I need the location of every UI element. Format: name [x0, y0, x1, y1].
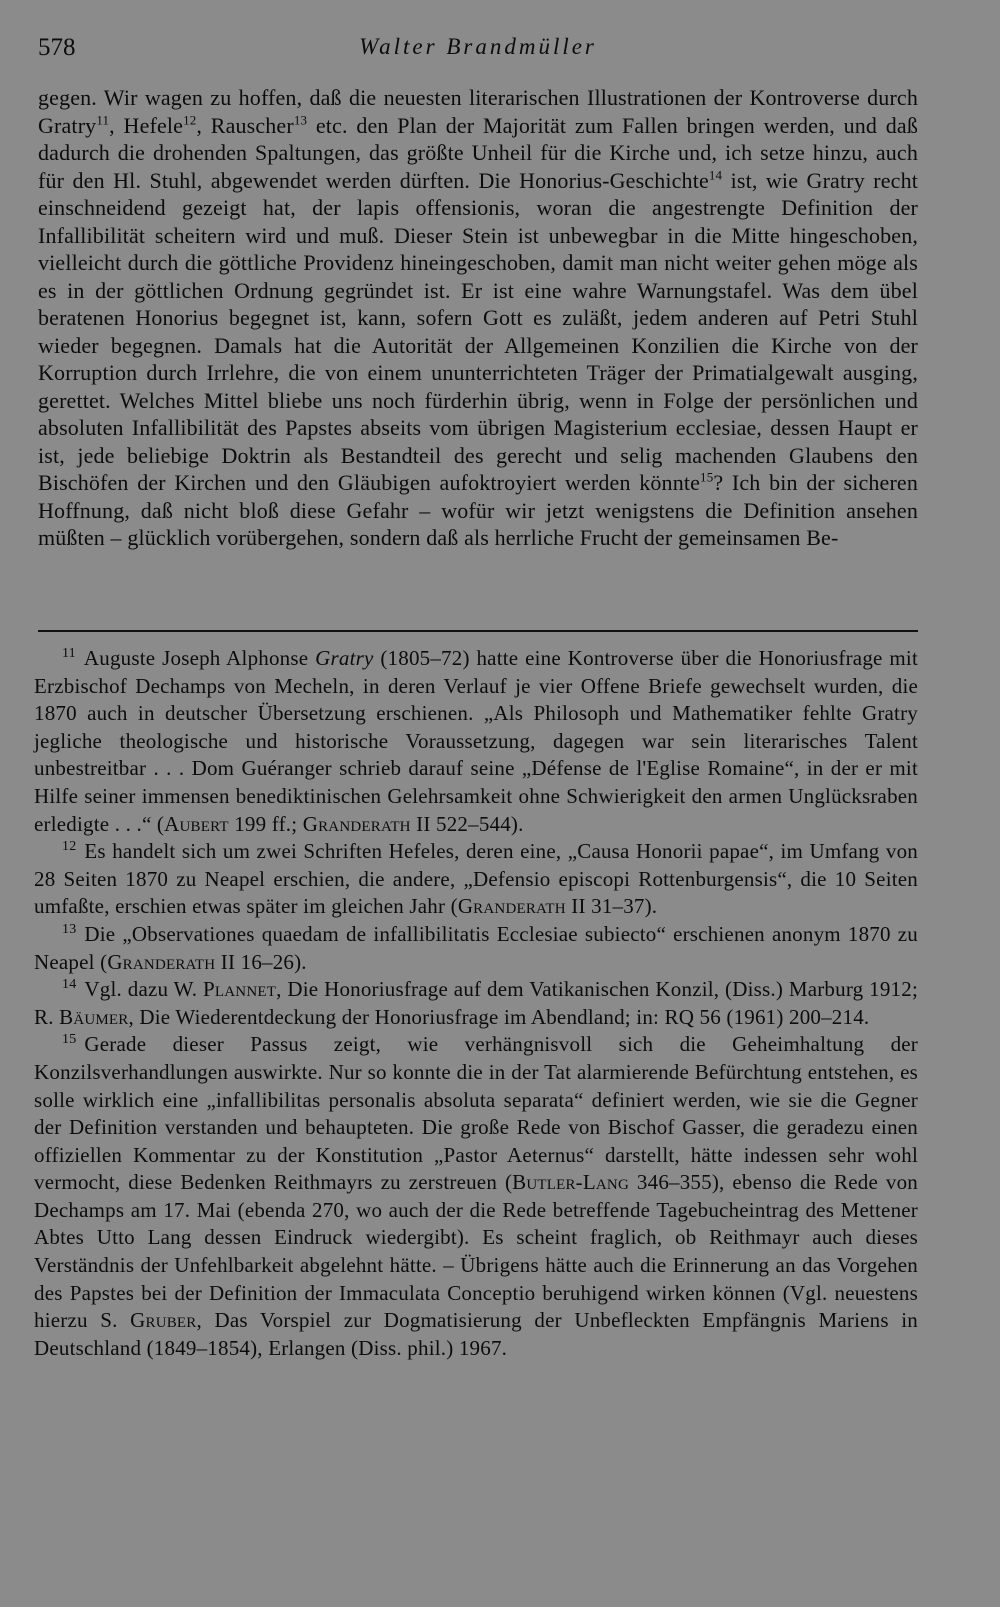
footnote-text: , Die Honoriusfrage auf dem Vatikanischen Konzil, (Diss.) Marburg 1912; R. — [34, 977, 918, 1029]
footnote-name: Gratry — [315, 646, 374, 670]
main-text — [38, 84, 918, 552]
footnote-ref: 13 — [293, 112, 308, 128]
author-name: Butler-Lang — [512, 1170, 629, 1195]
running-head: Walter Brandmüller — [359, 34, 597, 59]
footnote-text: II 31–37). — [565, 894, 658, 919]
footnote-text: Vgl. dazu W. — [84, 977, 204, 1002]
footnote-text: Auguste Joseph Alphonse — [83, 646, 316, 670]
text-segment: gegen. Wir wagen zu hoffen, daß die neuesten literarischen Illustrationen der Kontroverse durch Gratry — [38, 85, 918, 138]
footnote-ref: 12 — [183, 112, 197, 128]
text-segment: , Rauscher — [196, 112, 294, 138]
author-name: Plannet — [203, 977, 277, 1002]
footnotes — [34, 645, 918, 1362]
text-segment: ist, wie Gratry recht einschneidend gezeigt hat, der lapis offensionis, woran die angestrengte Definition der Infallibilität scheitern wird und muß. Dieser Stein ist unbewegbar in die Mitte hingeschoben, vielleicht durch die göttliche Providenz hineingeschoben, damit man nicht weiter gehen möge als es in der göttlichen Ordnung gegründet ist. Er ist eine wahre Warnungstafel. Was dem übel beratenen Honorius begegnet ist, kann, sofern Gott es zuläßt, jedem anderen auf Petri Stuhl wieder begegnen. Damals hat die Autorität der Allgemeinen Konzilien die Kirche von der Korruption durch Irrlehre, die von einem ununterrichteten Träger der Primatialgewalt ausging, gerettet. Welches Mittel bliebe uns noch fürderhin übrig, wenn in Folge der persönlichen und absoluten Infallibilität des Papstes abseits vom übrigen Magisterium ecclesiae, dessen Haupt er ist, jede beliebige Doktrin als Bestandteil des gerecht und selig machenden Glaubens den Bischöfen der Kirchen und den Gläubigen aufoktroyiert werden könnte — [38, 167, 918, 495]
footnote-text: (1805–72) hatte eine Kontroverse über die Honoriusfrage mit Erzbischof Dechamps von Mecheln, in deren Verlauf je vier Offene Briefe gewechselt wurden, die 1870 auch in deutscher Übersetzung erschienen. „Als Philosoph und Mathematiker fehlte Gratry jegliche theologische und historische Voraussetzung, dagegen war sein literarisches Talent unbestreitbar . . . Dom Guéranger schrieb darauf seine „Défense de l'Eglise Romaine“, in der er mit Hilfe seiner immensen benediktinischen Gelehrsamkeit ohne Schwierigkeit den armen Unglücksraben erledigte . . .“ ( — [34, 646, 918, 836]
author-name: Aubert — [164, 811, 229, 836]
author-name: Gruber — [130, 1308, 197, 1333]
footnote-text: , Die Wiederentdeckung der Honoriusfrage im Abendland; in: RQ 56 (1961) 200–214. — [128, 1004, 870, 1029]
footnote-number: 13 — [62, 921, 77, 937]
author-name: Granderath — [107, 949, 216, 974]
author-name: Granderath — [302, 811, 411, 836]
footnote-text: , Das Vorspiel zur Dogmatisierung der Unbefleckten Empfängnis Mariens in Deutschland (1849–1854), Erlangen (Diss. phil.) 1967. — [34, 1308, 918, 1360]
footnote-ref: 14 — [708, 167, 723, 183]
author-name: Bäumer — [59, 1004, 129, 1029]
footnote-number: 14 — [62, 977, 77, 993]
footnote-number: 11 — [62, 646, 76, 661]
footnote-14 — [34, 976, 918, 1031]
page-header — [38, 28, 918, 68]
author-name: Granderath — [457, 894, 566, 919]
footnote-12 — [34, 838, 918, 921]
footnote-number: 12 — [62, 839, 77, 855]
footnote-ref: 11 — [96, 112, 110, 128]
text-segment: ? Ich bin der sicheren Hoffnung, daß nicht bloß diese Gefahr – wofür wir jetzt wenigstens die Definition ansehen müßten – glücklich vorübergehen, sondern daß als herrliche Frucht der gemeinsamen Be- — [38, 470, 918, 550]
footnote-text: Die „Observationes quaedam de infallibilitatis Ecclesiae subiecto“ erschienen anonym 1870 zu Neapel ( — [34, 921, 918, 974]
footnote-11 — [34, 645, 918, 838]
page-number: 578 — [38, 34, 76, 61]
footnote-number: 15 — [62, 1032, 77, 1048]
footnote-15 — [34, 1031, 918, 1362]
footnote-text: 199 ff.; — [228, 811, 303, 836]
footnote-text: II 522–544). — [410, 811, 524, 836]
text-segment: etc. den Plan der Majorität zum Fallen bringen werden, und daß dadurch die drohenden Spaltungen, das größte Unheil für die Kirche und, ich setze hinzu, auch für den Hl. Stuhl, abgewendet werden dürften. Die Honorius-Geschichte — [38, 112, 918, 193]
footnote-text: Gerade dieser Passus zeigt, wie verhängnisvoll sich die Geheimhaltung der Konzilsverhandlungen auswirkte. Nur so konnte die in der Tat alarmierende Befürchtung entstehen, es solle wirklich eine „infallibilitas personalis absoluta separata“ definiert werden, wie sie die Gegner der Definition verstanden und behaupteten. Die große Rede von Bischof Gasser, die geradezu einen offiziellen Kommentar zu der Konstitution „Pastor Aeternus“ darstellt, hätte indessen sehr wohl vermocht, diese Bedenken Reithmayrs zu zerstreuen ( — [34, 1032, 918, 1195]
footnote-ref: 15 — [700, 469, 714, 485]
footnote-separator — [38, 630, 918, 632]
footnote-text: II 16–26). — [215, 949, 307, 974]
footnote-text: Es handelt sich um zwei Schriften Hefeles, deren eine, „Causa Honorii papae“, im Umfang von 28 Seiten 1870 zu Neapel erschien, die andere, „Defensio episcopi Rottenburgensis“, die 10 Seiten umfaßte, erschien etwas später im gleichen Jahr ( — [34, 839, 918, 919]
footnote-13 — [34, 921, 918, 976]
footnote-text: 346–355), ebenso die Rede von Dechamps am 17. Mai (ebenda 270, wo auch der die Rede betreffende Tagebucheintrag des Mettener Abtes Utto Lang dessen Eindruck wiedergibt). Es scheint fraglich, ob Reithmayr auch dieses Verständnis der Unfehlbarkeit abgelehnt hätte. – Übrigens hätte auch die Erinnerung an das Vorgehen des Papstes bei der Definition der Immaculata Conceptio beruhigend wirken können (Vgl. neuestens hierzu S. — [34, 1170, 918, 1333]
text-segment: , Hefele — [109, 112, 184, 138]
